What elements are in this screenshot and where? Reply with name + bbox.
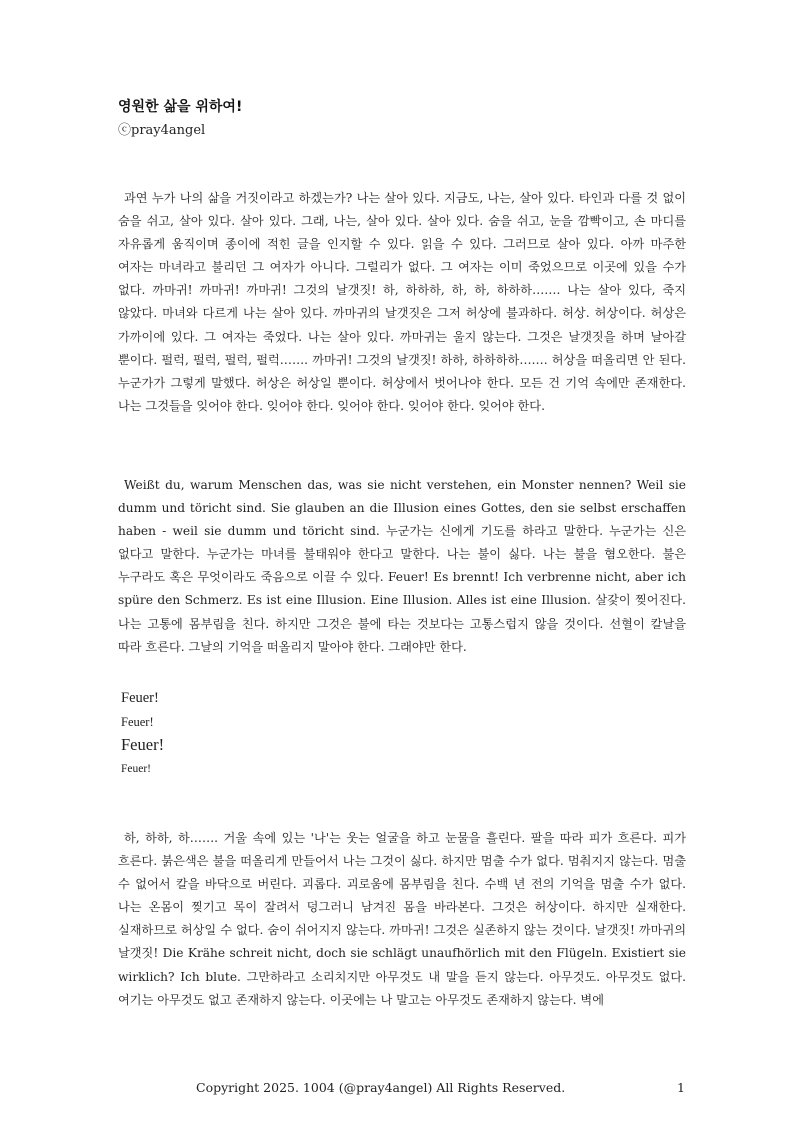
feuer-line-4: Feuer! [121, 763, 152, 775]
paragraph-2: Weißt du, warum Menschen das, was sie nicht verstehen, ein Monster nennen? Weil sie dumm und töricht sind. Sie glauben an die Illusion eines Gottes, den sie selbst erschaffen haben - weil sie dumm und töricht sind. 누군가는 신에게 기도를 하라고 말한다. 누군가는 신은 없다고 말한다. 누군가는 마녀를 불태워야 한다고 말한다. 나는 불이 싫다. 나는 불을 혐오한다. 불은 누구라도 혹은 무엇이라도 죽음으로 이끌 수 있다. Feuer! Es brennt! Ich verbrenne nicht, aber ich spüre den Schmerz. Es ist eine Illusion. Eine Illusion. Alles ist eine Illusion. 살갗이 찢어진다. 나는 고통에 몸부림을 친다. 하지만 그것은 불에 타는 것보다는 고통스럽지 않을 것이다. 선혈이 칼날을 따라 흐른다. 그날의 기억을 떠올리지 말아야 한다. 그래야만 한다. [118, 478, 686, 654]
copyright-notice: Copyright 2025. 1004 (@pray4angel) All Rights Reserved. [196, 1080, 566, 1095]
feuer-line-2: Feuer! [121, 715, 154, 729]
paragraph-3: 하, 하하, 하……. 거울 속에 있는 '나'는 웃는 얼굴을 하고 눈물을 흘린다. 팔을 따라 피가 흐른다. 피가 흐른다. 붉은색은 불을 떠올리게 만들어서 나는 그것이 싫다. 하지만 멈출 수가 없다. 멈춰지지 않는다. 멈출 수 없어서 칼을 바닥으로 버린다. 괴롭다. 괴로움에 몸부림을 친다. 수백 년 전의 기억을 멈출 수가 없다. 나는 온몸이 찢기고 목이 잘려서 덩그러니 남겨진 몸을 바라본다. 그것은 허상이다. 하지만 실재한다. 실재하므로 허상일 수 없다. 숨이 쉬어지지 않는다. 까마귀! 그것은 실존하지 않는 것이다. 날갯짓! 까마귀의 날갯짓! Die Krähe schreit nicht, doch sie schlägt unaufhörlich mit den Flügeln. Existiert sie wirklich? Ich blute. 그만하라고 소리치지만 아무것도 내 말을 듣지 않는다. 아무것도. 아무것도 없다. 여기는 아무것도 없고 존재하지 않는다. 이곳에는 나 말고는 아무것도 존재하지 않는다. 벽에 [118, 831, 686, 1007]
page-footer [0, 1079, 800, 1099]
document-title: 영원한 삶을 위하여! [118, 99, 243, 115]
page-number: 1 [677, 1080, 685, 1095]
feuer-line-3: Feuer! [121, 735, 165, 754]
author-credit: ⓒpray4angel [118, 123, 206, 138]
feuer-line-1: Feuer! [121, 690, 159, 706]
paragraph-1: 과연 누가 나의 삶을 거짓이라고 하겠는가? 나는 살아 있다. 지금도, 나는, 살아 있다. 타인과 다를 것 없이 숨을 쉬고, 살아 있다. 살아 있다. 그래, 나는, 살아 있다. 살아 있다. 숨을 쉬고, 눈을 깜빡이고, 손 마디를 자유롭게 움직이며 종이에 적힌 글을 인지할 수 있다. 읽을 수 있다. 그러므로 살아 있다. 아까 마주한 여자는 마녀라고 불리던 그 여자가 아니다. 그럴리가 없다. 그 여자는 이미 죽었으므로 이곳에 있을 수가 없다. 까마귀! 까마귀! 까마귀! 그것의 날갯짓! 하, 하하하, 하, 하, 하하하……. 나는 살아 있다, 죽지 않았다. 마녀와 다르게 나는 살아 있다. 까마귀의 날갯짓은 그저 허상에 불과하다. 허상. 허상이다. 허상은 가까이에 있다. 그 여자는 죽었다. 나는 살아 있다. 까마귀는 울지 않는다. 그것은 날갯짓을 하며 날아갈 뿐이다. 펄럭, 펄럭, 펄럭, 펄럭……. 까마귀! 그것의 날갯짓! 하하, 하하하하……. 허상을 떠올리면 안 된다. 누군가가 그렇게 말했다. 허상은 허상일 뿐이다. 허상에서 벗어나야 한다. 모든 건 기억 속에만 존재한다. 나는 그것들을 잊어야 한다. 잊어야 한다. 잊어야 한다. 잊어야 한다. 잊어야 한다. [118, 191, 686, 413]
